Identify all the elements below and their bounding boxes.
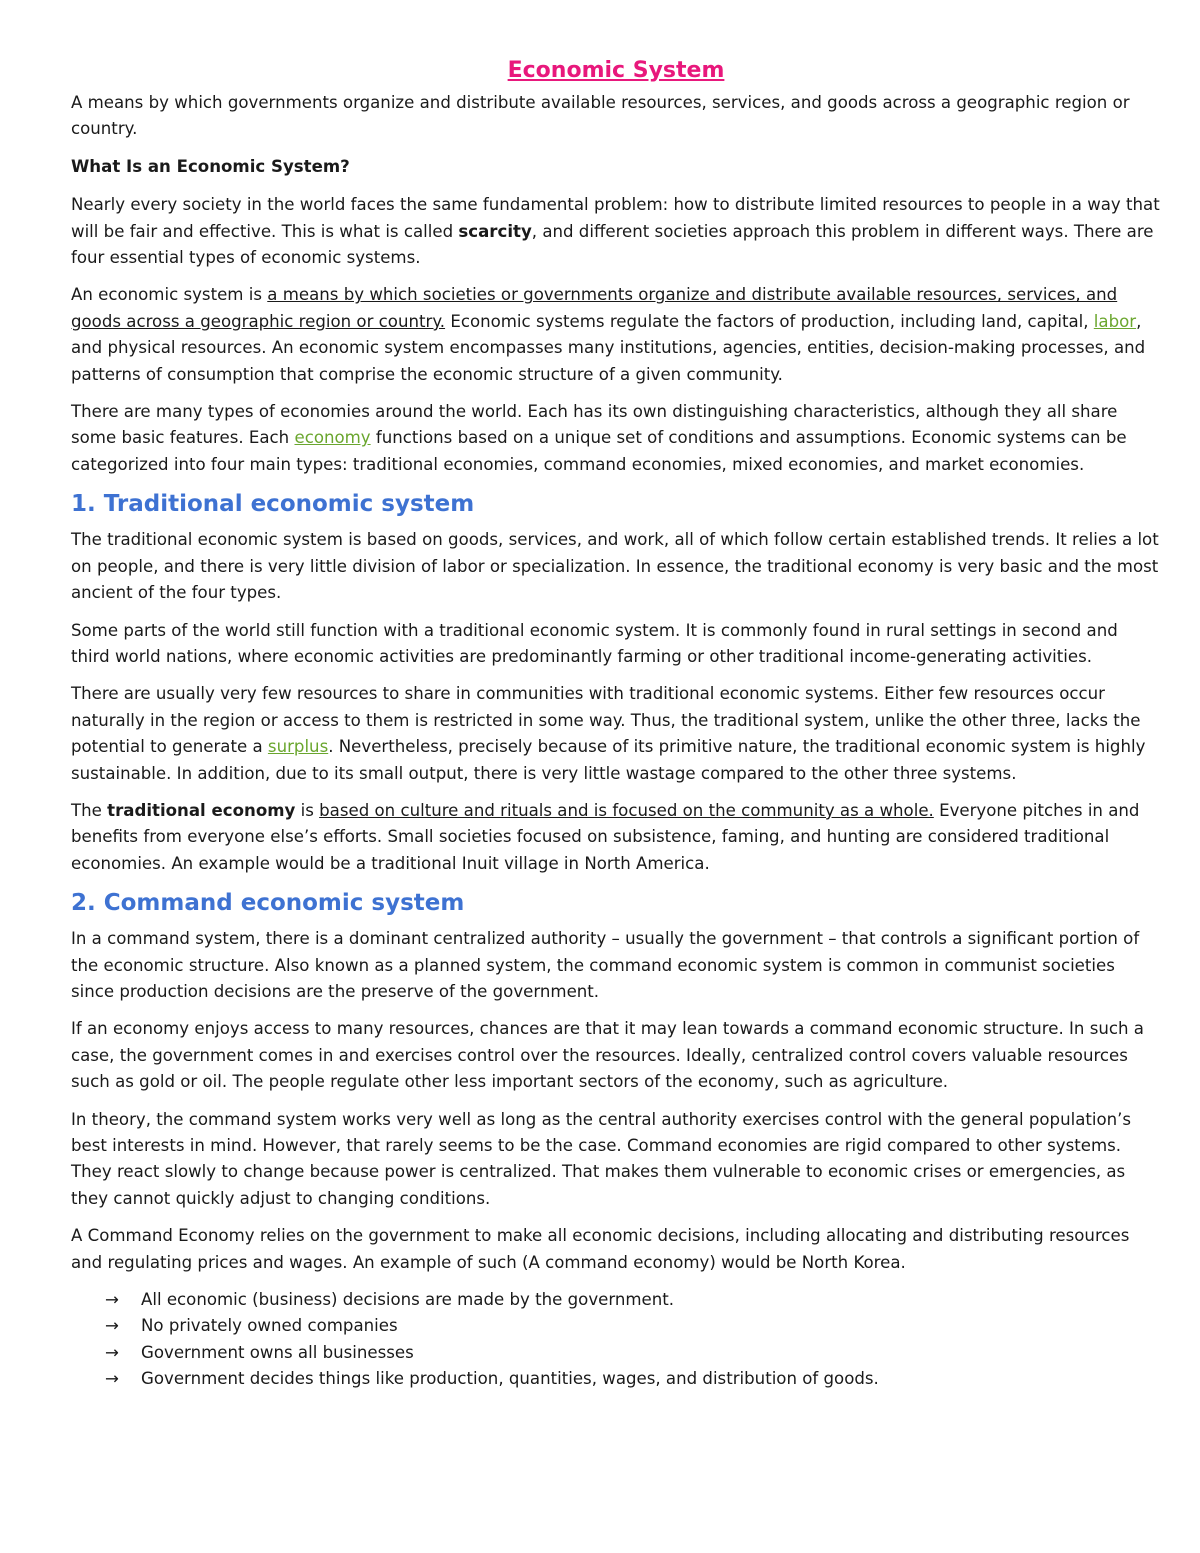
paragraph-definition: [71, 282, 1161, 388]
list-item: [105, 1366, 1161, 1392]
text-span: An economic system is: [71, 285, 268, 305]
link-labor[interactable]: labor: [1093, 311, 1137, 331]
arrow-icon: →: [105, 1316, 119, 1336]
text-span: is: [295, 800, 320, 820]
list-item: [105, 1287, 1161, 1313]
arrow-icon: →: [105, 1369, 119, 1389]
text-span: Nearly every society in the world faces the same fundamental problem: how to distribute limited resources to people in a way that will be fair and effective. This is what is called: [71, 195, 1160, 241]
intro-paragraph: A means by which governments organize and distribute available resources, services, and goods across a geographic region or country.: [71, 93, 1130, 139]
traditional-paragraph-3: [71, 681, 1161, 787]
command-paragraph-4: A Command Economy relies on the government to make all economic decisions, including allocating and distributing resources and regulating prices and wages. An example of such (A command economy) would be North Korea.: [71, 1226, 1130, 1272]
command-paragraph-3: In theory, the command system works very well as long as the central authority exercises control with the general population’s best interests in mind. However, that rarely seems to be the case. Command economies are rigid compared to other systems. They react slowly to change because power is centralized. That makes them vulnerable to economic crises or emergencies, as they cannot quickly adjust to changing conditions.: [71, 1109, 1132, 1208]
bold-term-scarcity: scarcity: [458, 221, 532, 241]
traditional-paragraph-2: Some parts of the world still function with a traditional economic system. It is commonly found in rural settings in second and third world nations, where economic activities are predominantly farming or other traditional income-generating activities.: [71, 620, 1118, 666]
traditional-paragraph-1: The traditional economic system is based on goods, services, and work, all of which follow certain established trends. It relies a lot on people, and there is very little division of labor or specialization. In essence, the traditional economy is very basic and the most ancient of the four types.: [71, 530, 1159, 603]
list-item-text: Government owns all businesses: [141, 1342, 414, 1362]
underlined-definition: based on culture and rituals and is focused on the community as a whole.: [319, 800, 934, 820]
command-paragraph-2: If an economy enjoys access to many resources, chances are that it may lean towards a command economic structure. In such a case, the government comes in and exercises control over the resources. Ideally, centralized control covers valuable resources such as gold or oil. The people regulate other less important sectors of the economy, such as agriculture.: [71, 1019, 1144, 1092]
document-page: [71, 56, 1161, 1393]
text-span: Economic systems regulate the factors of production, including land, capital,: [445, 311, 1094, 331]
text-span: . Nevertheless, precisely because of its primitive nature, the traditional economic system is highly sustainable. In addition, due to its small output, there is very little wastage compared to the other three systems.: [71, 737, 1146, 783]
bullet-list: [71, 1287, 1161, 1393]
text-span: , and physical resources. An economic system encompasses many institutions, agencies, entities, decision-making processes, and patterns of consumption that comprise the economic structure of a given community.: [71, 311, 1146, 384]
bold-term-traditional-economy: traditional economy: [107, 800, 296, 820]
underlined-definition: a means by which societies or governments organize and distribute available resources, services, and goods across a geographic region or country.: [71, 285, 1118, 331]
arrow-icon: →: [105, 1290, 119, 1310]
list-item-text: No privately owned companies: [141, 1316, 398, 1336]
list-item: [105, 1340, 1161, 1366]
subheading: What Is an Economic System?: [71, 156, 350, 176]
text-span: There are usually very few resources to share in communities with traditional economic systems. Either few resources occur naturally in the region or access to them is restricted in some way. Thus, the traditional system, unlike the other three, lacks the potential to generate a: [71, 684, 1141, 757]
list-item: [105, 1313, 1161, 1339]
text-span: There are many types of economies around the world. Each has its own distinguishing characteristics, although they all share some basic features. Each: [71, 402, 1118, 448]
link-economy[interactable]: economy: [294, 428, 371, 448]
section-heading-traditional: 1. Traditional economic system: [71, 491, 475, 518]
text-span: , and different societies approach this problem in different ways. There are four essential types of economic systems.: [71, 221, 1154, 268]
text-span: functions based on a unique set of conditions and assumptions. Economic systems can be categorized into four main types: traditional economies, command economies, mixed economies, and market economies.: [71, 428, 1127, 474]
command-paragraph-1: In a command system, there is a dominant centralized authority – usually the government – that controls a significant portion of the economic structure. Also known as a planned system, the command economic system is common in communist societies since production decisions are the preserve of the government.: [71, 929, 1140, 1001]
list-item-text: Government decides things like production, quantities, wages, and distribution of goods.: [141, 1369, 879, 1389]
text-span: Everyone pitches in and benefits from everyone else’s efforts. Small societies focused on subsistence, faming, and hunting are considered traditional economies. An example would be a traditional Inuit village in North America.: [71, 800, 1140, 873]
arrow-icon: →: [105, 1342, 119, 1362]
paragraph-types: [71, 399, 1161, 478]
document-title: Economic System: [507, 58, 725, 83]
list-item-text: All economic (business) decisions are made by the government.: [141, 1290, 675, 1310]
text-span: The: [71, 800, 108, 820]
section-heading-command: 2. Command economic system: [71, 890, 465, 917]
link-surplus[interactable]: surplus: [267, 737, 329, 757]
traditional-paragraph-4: [71, 798, 1161, 877]
paragraph-scarcity: [71, 192, 1161, 271]
